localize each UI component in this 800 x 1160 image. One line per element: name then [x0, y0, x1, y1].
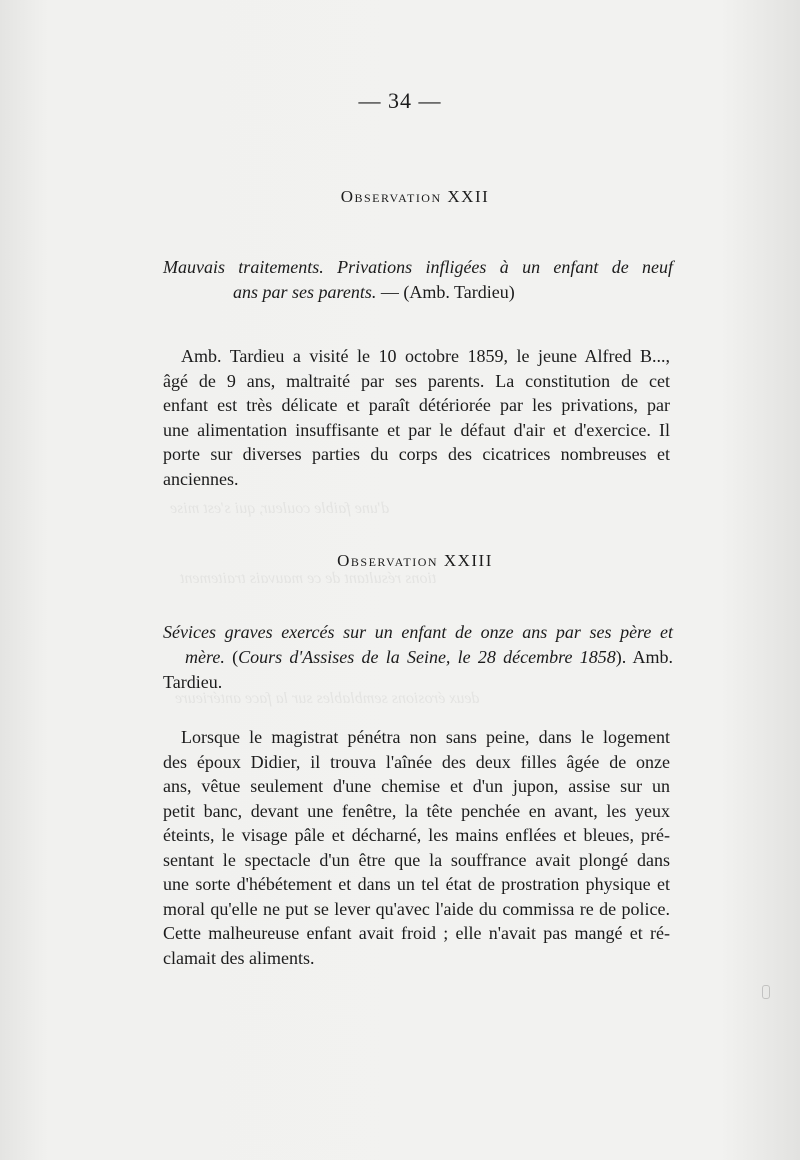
- body-line: sentant le spectacle d'un être que la souffrance avait plongé dans: [163, 849, 670, 870]
- bleed-through-text: d'une faible couleur, qui s'est mise: [170, 500, 390, 517]
- bleed-through-text: deux érosions semblables sur la face antérieure: [175, 690, 480, 707]
- observation-22-subtitle: [163, 255, 673, 305]
- paper-edge-mark: [762, 985, 770, 999]
- body-line: une alimentation insuffisante et par le défaut d'air et d'exercice. Il: [163, 419, 670, 440]
- observation-22-body: [163, 344, 670, 491]
- body-line: moral qu'elle ne put se lever qu'avec l'aide du commissa re de police.: [163, 898, 670, 919]
- observation-23-subtitle: [163, 620, 673, 695]
- page-number: — 34 —: [358, 88, 442, 113]
- body-line: Cette malheureuse enfant avait froid ; elle n'avait pas mangé et ré-: [163, 923, 670, 943]
- body-line: Lorsque le magistrat pénétra non sans peine, dans le logement: [181, 727, 670, 747]
- body-line: enfant est très délicate et paraît détériorée par les privations, par: [163, 395, 670, 415]
- observation-23-heading: Observation XXIII: [337, 551, 493, 570]
- subtitle-line: Mauvais traitements. Privations infligées à un enfant de neuf: [163, 257, 673, 277]
- subtitle-italic-fragment: ans par ses parents.: [233, 282, 377, 302]
- body-line: une sorte d'hébétement et dans un tel état de prostration physique et: [163, 874, 670, 894]
- body-line: des époux Didier, il trouva l'aînée des deux filles âgée de onze: [163, 751, 670, 772]
- body-line: anciennes.: [163, 468, 239, 489]
- body-line: ans, vêtue seulement d'une chemise et d'un jupon, assise sur un: [163, 776, 670, 796]
- subtitle-line: Tardieu.: [163, 672, 223, 692]
- subtitle-plain-fragment: (: [224, 647, 239, 667]
- body-line: Amb. Tardieu a visité le 10 octobre 1859, le jeune Alfred B...,: [181, 346, 670, 366]
- subtitle-line: [163, 280, 673, 305]
- subtitle-author-fragment: — (Amb. Tardieu): [376, 282, 515, 302]
- subtitle-italic-fragment: mère.: [185, 647, 225, 667]
- subtitle-line: [163, 645, 673, 670]
- bleed-through-text: tions résultant de ce mauvais traitement: [180, 570, 437, 587]
- subtitle-line: Sévices graves exercés sur un enfant de onze ans par ses père et: [163, 622, 673, 642]
- body-line: éteints, le visage pâle et décharné, les mains enflées et bleues, pré-: [163, 825, 670, 845]
- body-line: petit banc, devant une fenêtre, la tête penchée en avant, les yeux: [163, 800, 670, 821]
- observation-22-heading: Observation XXII: [340, 187, 490, 206]
- observation-23-body: [163, 725, 670, 970]
- subtitle-plain-fragment: ). Amb.: [615, 647, 673, 667]
- subtitle-source-fragment: Cours d'Assises de la Seine, le 28 décembre 1858: [238, 647, 616, 667]
- body-line: porte sur diverses parties du corps des cicatrices nombreuses et: [163, 444, 670, 464]
- body-line: âgé de 9 ans, maltraité par ses parents. La constitution de cet: [163, 370, 670, 391]
- body-line: clamait des aliments.: [163, 947, 315, 968]
